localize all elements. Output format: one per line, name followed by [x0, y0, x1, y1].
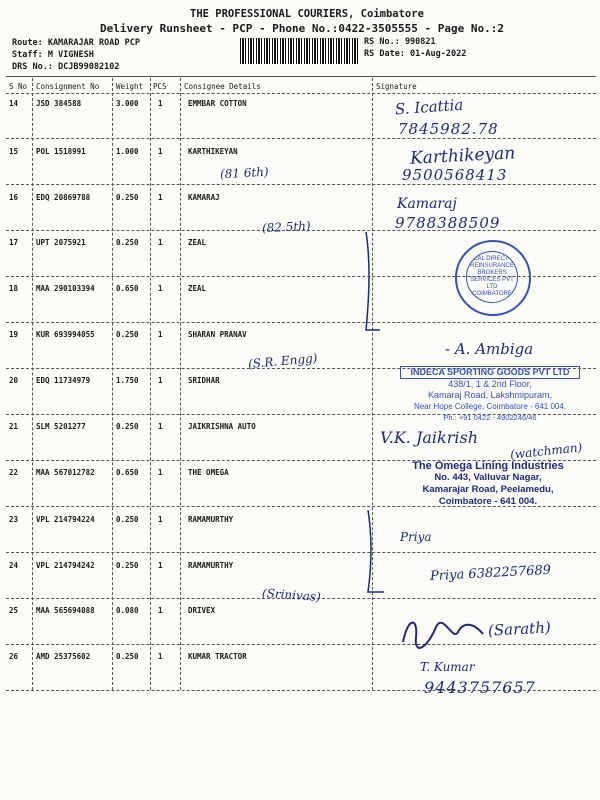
row-sno: 24: [9, 561, 19, 570]
row-consignment-no: VPL 214794224: [36, 515, 95, 524]
row-weight: 1.750: [116, 376, 139, 385]
row-pcs: 1: [158, 515, 163, 524]
omega-address-line: No. 443, Valluvar Nagar,: [434, 472, 542, 483]
col-consignee: Consignee Details: [184, 82, 261, 91]
barcode: [240, 38, 360, 64]
phone-row-15: 9500568413: [402, 166, 508, 184]
signature-row-15: Karthikeyan: [409, 143, 516, 169]
note-row-21: (watchman): [509, 440, 583, 462]
row-consignee: JAIKRISHNA AUTO: [188, 422, 256, 431]
row-consignment-no: UPT 2075921: [36, 238, 86, 247]
row-consignee: KAMARAJ: [188, 193, 220, 202]
row-weight: 0.650: [116, 468, 139, 477]
row-consignment-no: AMD 25375602: [36, 652, 91, 661]
row-consignment-no: EDQ 11734979: [36, 376, 91, 385]
row-consignee: DRIVEX: [188, 606, 216, 615]
omega-address-line: Coimbatore - 641 004.: [438, 496, 538, 507]
row-consignee: RAMAMURTHY: [188, 561, 234, 570]
bracket-mark: [360, 230, 390, 340]
row-consignment-no: POL 1518991: [36, 147, 86, 156]
row-sno: 20: [9, 376, 19, 385]
indeca-phone: Ph.: +91 0422 - 4902246/46: [443, 413, 537, 422]
row-weight: 0.650: [116, 284, 139, 293]
signature-row-21: V.K. Jaikrish: [380, 428, 479, 447]
route-label: Route: KAMARAJAR ROAD PCP: [12, 38, 140, 48]
row-sno: 18: [9, 284, 19, 293]
row-sno: 14: [9, 99, 19, 108]
runsheet-subtitle: Delivery Runsheet - PCP - Phone No.:0422-3505555 - Page No.:2: [100, 22, 504, 35]
col-consignment: Consignment No: [36, 82, 100, 91]
col-sno: S No: [9, 82, 28, 91]
indeca-address-line: Kamaraj Road, Lakshmipuram,: [427, 390, 553, 400]
row-consignment-no: MAA 565694088: [36, 606, 95, 615]
row-pcs: 1: [158, 99, 163, 108]
row-consignee: KUMAR TRACTOR: [188, 652, 247, 661]
rs-date: RS Date: 01-Aug-2022: [364, 49, 467, 59]
note-row-16: (82 5th): [261, 218, 311, 236]
row-consignee: SRIDHAR: [188, 376, 220, 385]
indeca-name: INDECA SPORTING GOODS PVT LTD: [400, 366, 580, 379]
col-signature: Signature: [376, 82, 417, 91]
row-pcs: 1: [158, 652, 163, 661]
round-company-stamp: [455, 240, 531, 316]
row-weight: 0.080: [116, 606, 139, 615]
indeca-company-stamp: [400, 366, 580, 423]
row-consignee: RAMAMURTHY: [188, 515, 234, 524]
row-divider: [6, 322, 596, 323]
row-sno: 15: [9, 147, 19, 156]
note-row-24: (Srinivas): [261, 585, 322, 605]
signature-row-23: Priya: [400, 530, 432, 544]
omega-company-stamp: [398, 460, 578, 508]
row-sno: 26: [9, 652, 19, 661]
staff-label: Staff: M VIGNESH: [12, 50, 94, 60]
note-row-15: (81 6th): [219, 164, 269, 182]
row-divider: [6, 184, 596, 185]
row-pcs: 1: [158, 376, 163, 385]
header-bottom-rule: [6, 93, 596, 94]
row-consignee: ZEAL: [188, 238, 207, 247]
row-weight: 0.250: [116, 422, 139, 431]
row-weight: 1.000: [116, 147, 139, 156]
row-consignee: THE OMEGA: [188, 468, 229, 477]
row-consignment-no: VPL 214794242: [36, 561, 95, 570]
row-pcs: 1: [158, 147, 163, 156]
row-consignee: SHARAN PRANAV: [188, 330, 247, 339]
row-pcs: 1: [158, 561, 163, 570]
row-pcs: 1: [158, 284, 163, 293]
row-sno: 21: [9, 422, 19, 431]
row-pcs: 1: [158, 468, 163, 477]
row-sno: 17: [9, 238, 19, 247]
row-sno: 19: [9, 330, 19, 339]
row-consignment-no: KUR 693994055: [36, 330, 95, 339]
row-divider: [6, 552, 596, 553]
row-consignment-no: MAA 567012782: [36, 468, 95, 477]
row-pcs: 1: [158, 193, 163, 202]
rs-number: RS No.: 990821: [364, 37, 436, 47]
row-divider: [6, 644, 596, 645]
signature-row-25: (Sarath): [487, 618, 552, 640]
col-weight: Weight: [116, 82, 144, 91]
stamp-text: ZEAL DIRECT & REINSURANCE BROKERS SERVICES PVT LTD COIMBATORE: [466, 251, 518, 303]
row-weight: 0.250: [116, 330, 139, 339]
row-pcs: 1: [158, 238, 163, 247]
row-weight: 0.250: [116, 515, 139, 524]
row-consignee: EMMBAR COTTON: [188, 99, 247, 108]
omega-name: The Omega Lining Industries: [412, 460, 564, 472]
row-consignment-no: MAA 290103394: [36, 284, 95, 293]
row-weight: 3.000: [116, 99, 139, 108]
header-top-rule: [6, 76, 596, 77]
indeca-address-line: 438/1, 1 & 2nd Floor,: [448, 379, 532, 389]
note-row-20: (S.R. Engg): [247, 350, 318, 372]
signature-row-19: - A. Ambiga: [445, 340, 534, 358]
indeca-address-line: Near Hope College, Coimbatore - 641 004.: [413, 402, 567, 411]
row-consignment-no: JSD 384588: [36, 99, 82, 108]
omega-address-line: Kamarajar Road, Peelamedu,: [422, 484, 554, 495]
row-divider: [6, 138, 596, 139]
row-weight: 0.250: [116, 193, 139, 202]
row-sno: 23: [9, 515, 19, 524]
row-consignee: KARTHIKEYAN: [188, 147, 238, 156]
row-pcs: 1: [158, 330, 163, 339]
row-pcs: 1: [158, 422, 163, 431]
phone-row-14: 7845982.78: [398, 120, 499, 138]
row-consignment-no: EDQ 20869788: [36, 193, 91, 202]
row-pcs: 1: [158, 606, 163, 615]
row-consignment-no: SLM 5201277: [36, 422, 86, 431]
scribble-signature-row-25: [398, 612, 488, 652]
bracket-mark: [360, 508, 390, 598]
drs-number: DRS No.: DCJB99082102: [12, 62, 120, 72]
signature-row-24: Priya 6382257689: [429, 562, 552, 585]
row-consignee: ZEAL: [188, 284, 207, 293]
signature-row-16: Kamaraj: [397, 196, 457, 212]
signature-row-14: S. Icattia: [394, 95, 464, 119]
phone-row-26: 9443757657: [424, 678, 536, 697]
row-weight: 0.250: [116, 561, 139, 570]
row-weight: 0.250: [116, 652, 139, 661]
row-sno: 25: [9, 606, 19, 615]
runsheet-title: THE PROFESSIONAL COURIERS, Coimbatore: [190, 8, 424, 20]
row-weight: 0.250: [116, 238, 139, 247]
signature-row-26: T. Kumar: [420, 660, 475, 674]
col-pcs: PCS: [153, 82, 167, 91]
phone-row-16: 9788388509: [395, 214, 501, 232]
row-sno: 22: [9, 468, 19, 477]
row-sno: 16: [9, 193, 19, 202]
